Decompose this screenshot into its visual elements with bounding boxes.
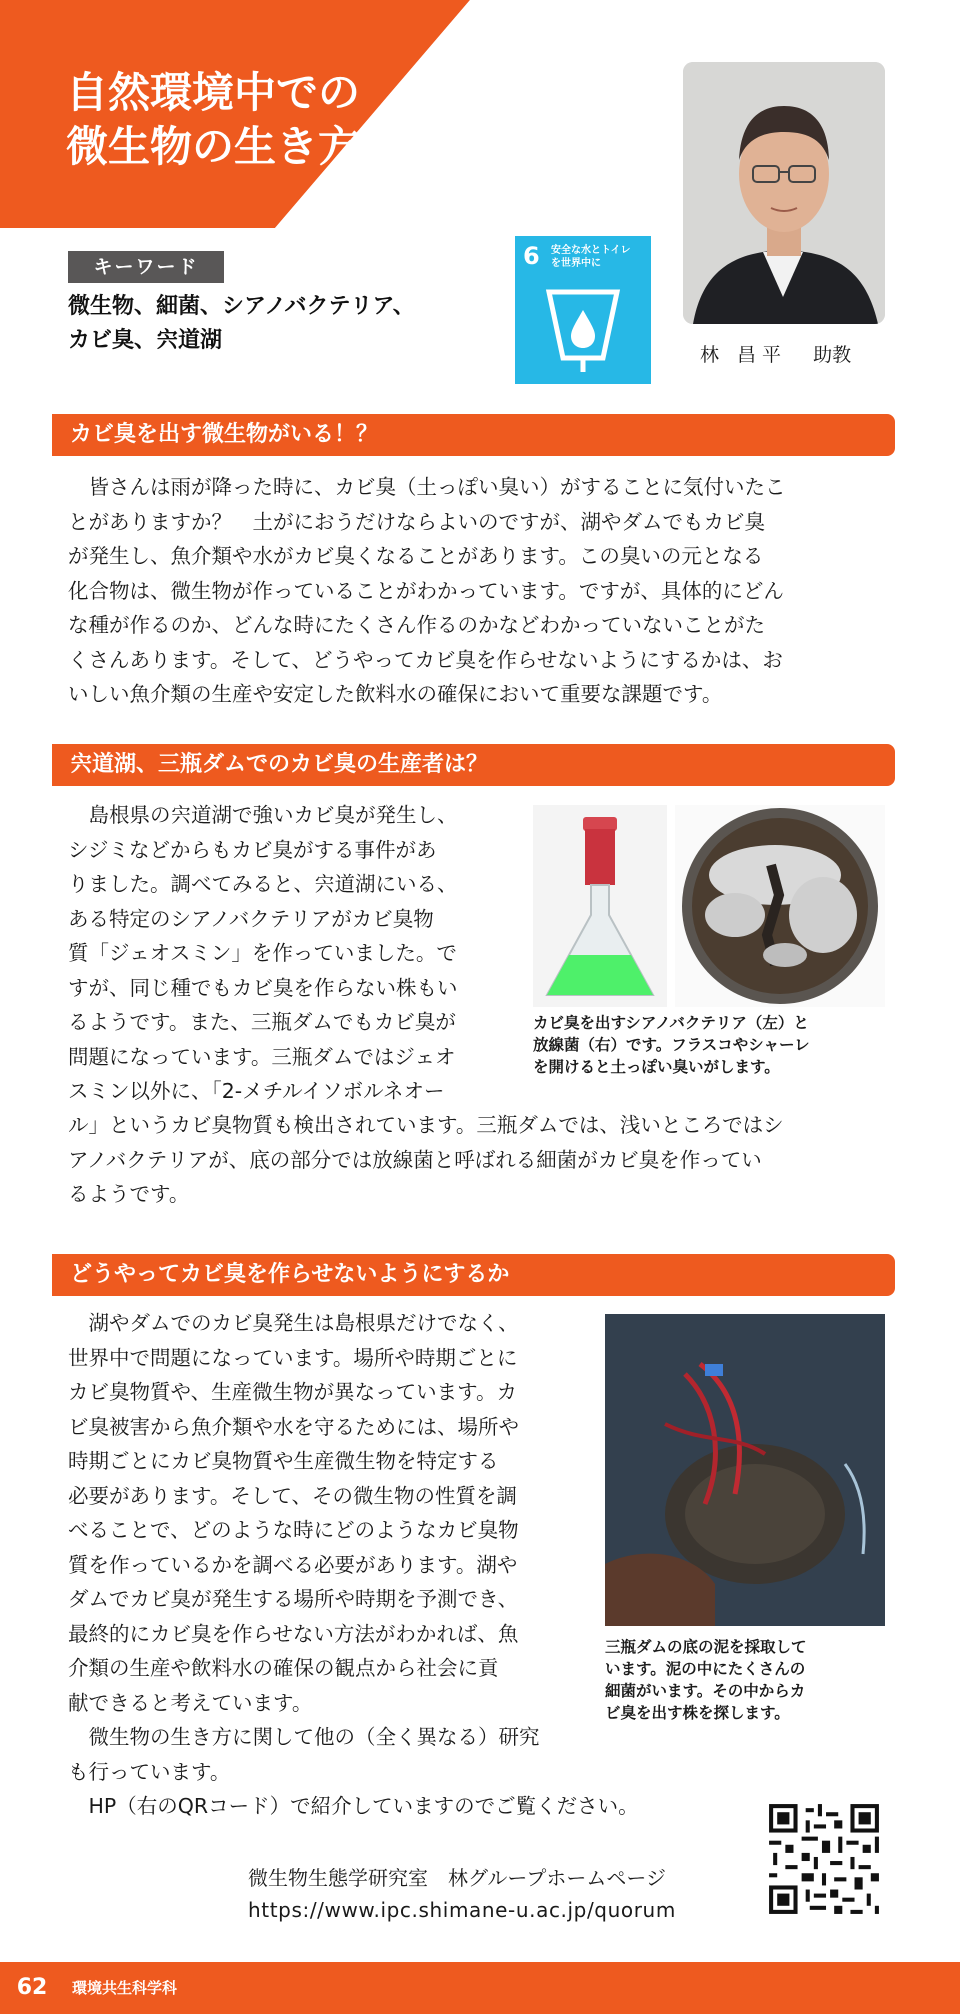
body-line: 質を作っているかを調べる必要があります。湖や (68, 1552, 518, 1577)
body-line: ある特定のシアノバクテリアがカビ臭物 (68, 906, 434, 931)
petri-dish-photo (675, 805, 885, 1007)
title-line: 微生物の生き方を知る (66, 122, 487, 171)
sdg-number: 6 (523, 242, 540, 270)
keyword-list (68, 290, 488, 358)
person-caption (700, 340, 890, 367)
body-line: 時期ごとにカビ臭物質や生産微生物を特定する (68, 1449, 499, 1473)
flask-photo (533, 805, 667, 1007)
water-drop-icon (545, 288, 621, 374)
body-line: ビ臭被害から魚介類や水を守るためには、場所や (68, 1414, 519, 1439)
body-line: な種が作るのか、どんな時にたくさん作るのかなどわかっていないことがた (68, 613, 765, 637)
body-line: 最終的にカビ臭を作らせない方法がわかれば、魚 (68, 1621, 519, 1646)
body-line: 皆さんは雨が降った時に、カビ臭（土っぽい臭い）がすることに気付いたこ (68, 475, 786, 499)
page-title (66, 66, 626, 174)
qr-code-icon[interactable] (765, 1800, 883, 1918)
mud-sampling-photo (605, 1314, 885, 1626)
body-line: カビ臭物質や、生産微生物が異なっています。カ (68, 1380, 517, 1404)
section-heading-3: どうやってカビ臭を作らせないようにするか (52, 1254, 895, 1296)
body-line: いしい魚介類の生産や安定した飲料水の確保において重要な課題です。 (68, 682, 723, 706)
body-line: 湖やダムでのカビ臭発生は島根県だけでなく、 (68, 1311, 519, 1335)
section-2-body-narrow (68, 798, 528, 1109)
body-line: 化合物は、微生物が作っていることがわかっています。ですが、具体的にどん (68, 578, 784, 603)
body-line: ダムでカビ臭が発生する場所や時期を予測でき、 (68, 1587, 519, 1611)
body-line: HP（右のQRコード）で紹介していますのでご覧ください。 (68, 1794, 639, 1818)
body-line: 微生物の生き方に関して他の（全く異なる）研究 (68, 1725, 540, 1749)
body-line: とがありますか？ 土がにおうだけならよいのですが、湖やダムでもカビ臭 (68, 509, 765, 534)
keyword-line: 微生物、細菌、シアノバクテリア、 (68, 294, 415, 319)
body-line: も行っています。 (68, 1759, 231, 1784)
body-line: 介類の生産や飲料水の確保の観点から社会に貢 (68, 1656, 499, 1680)
body-line: べることで、どのような時にどのようなカビ臭物 (68, 1518, 519, 1542)
sdg-label-line: 安全な水とトイレ (551, 245, 631, 256)
lab-name: 微生物生態学研究室 林グループホームページ (248, 1866, 666, 1890)
section-3-body (68, 1306, 639, 1824)
body-line: アノバクテリアが、底の部分では放線菌と呼ばれる細菌がカビ臭を作ってい (68, 1147, 762, 1172)
title-line: 自然環境中での (66, 68, 361, 117)
person-name: 林 昌平 (700, 344, 788, 366)
body-line: 世界中で問題になっています。場所や時期ごとに (68, 1345, 518, 1370)
body-line: が発生し、魚介類や水がカビ臭くなることがあります。この臭いの元となる (68, 544, 764, 568)
section-1-body (68, 470, 898, 712)
body-line: ル」というカビ臭物質も検出されています。三瓶ダムでは、浅いところではシ (68, 1113, 784, 1137)
figure-caption-1: カビ臭を出すシアノバクテリア（左）と 放線菌（右）です。フラスコやシャーレ を開けると土っぽい臭いがします。 (533, 1014, 810, 1076)
sdg-label (551, 244, 647, 270)
figure-caption-2: 三瓶ダムの底の泥を採取して います。泥の中にたくさんの 細菌がいます。その中からカ ビ臭を出す株を探します。 (605, 1638, 807, 1722)
body-line: 質「ジェオスミン」を作っていました。で (68, 941, 457, 965)
body-line: 必要があります。そして、その微生物の性質を調 (68, 1483, 517, 1508)
section-heading-1: カビ臭を出す微生物がいる！？ (52, 414, 895, 456)
body-line: 問題になっています。三瓶ダムではジェオ (68, 1044, 456, 1069)
section-heading-2: 宍道湖、三瓶ダムでのカビ臭の生産者は？ (52, 744, 895, 786)
section-2-body-wide (68, 1108, 898, 1212)
sdg-label-line: を世界中に (551, 258, 601, 269)
page-number: 62 (16, 1975, 48, 2000)
body-line: すが、同じ種でもカビ臭を作らない株もい (68, 975, 458, 1000)
body-line: 献できると考えています。 (68, 1690, 313, 1715)
body-line: くさんあります。そして、どうやってカビ臭を作らせないようにするかは、お (68, 647, 783, 672)
portrait-photo (683, 62, 885, 324)
footer-bar (0, 1962, 960, 2014)
body-line: スミン以外に、「2-メチルイソボルネオー (68, 1079, 445, 1103)
lab-url[interactable]: https://www.ipc.shimane-u.ac.jp/quorum (248, 1898, 676, 1922)
body-line: シジミなどからもカビ臭がする事件があ (68, 837, 437, 862)
person-role: 助教 (813, 344, 852, 366)
keyword-line: カビ臭、宍道湖 (68, 328, 223, 353)
body-line: るようです。 (68, 1182, 190, 1206)
body-line: 島根県の宍道湖で強いカビ臭が発生し、 (68, 803, 458, 827)
sdg-6-icon (515, 236, 651, 384)
lab-info (248, 1862, 676, 1926)
keyword-badge: キーワード (68, 251, 224, 283)
department-name: 環境共生科学科 (72, 1979, 178, 1997)
body-line: りました。調べてみると、宍道湖にいる、 (68, 872, 458, 896)
body-line: るようです。また、三瓶ダムでもカビ臭が (68, 1010, 456, 1034)
